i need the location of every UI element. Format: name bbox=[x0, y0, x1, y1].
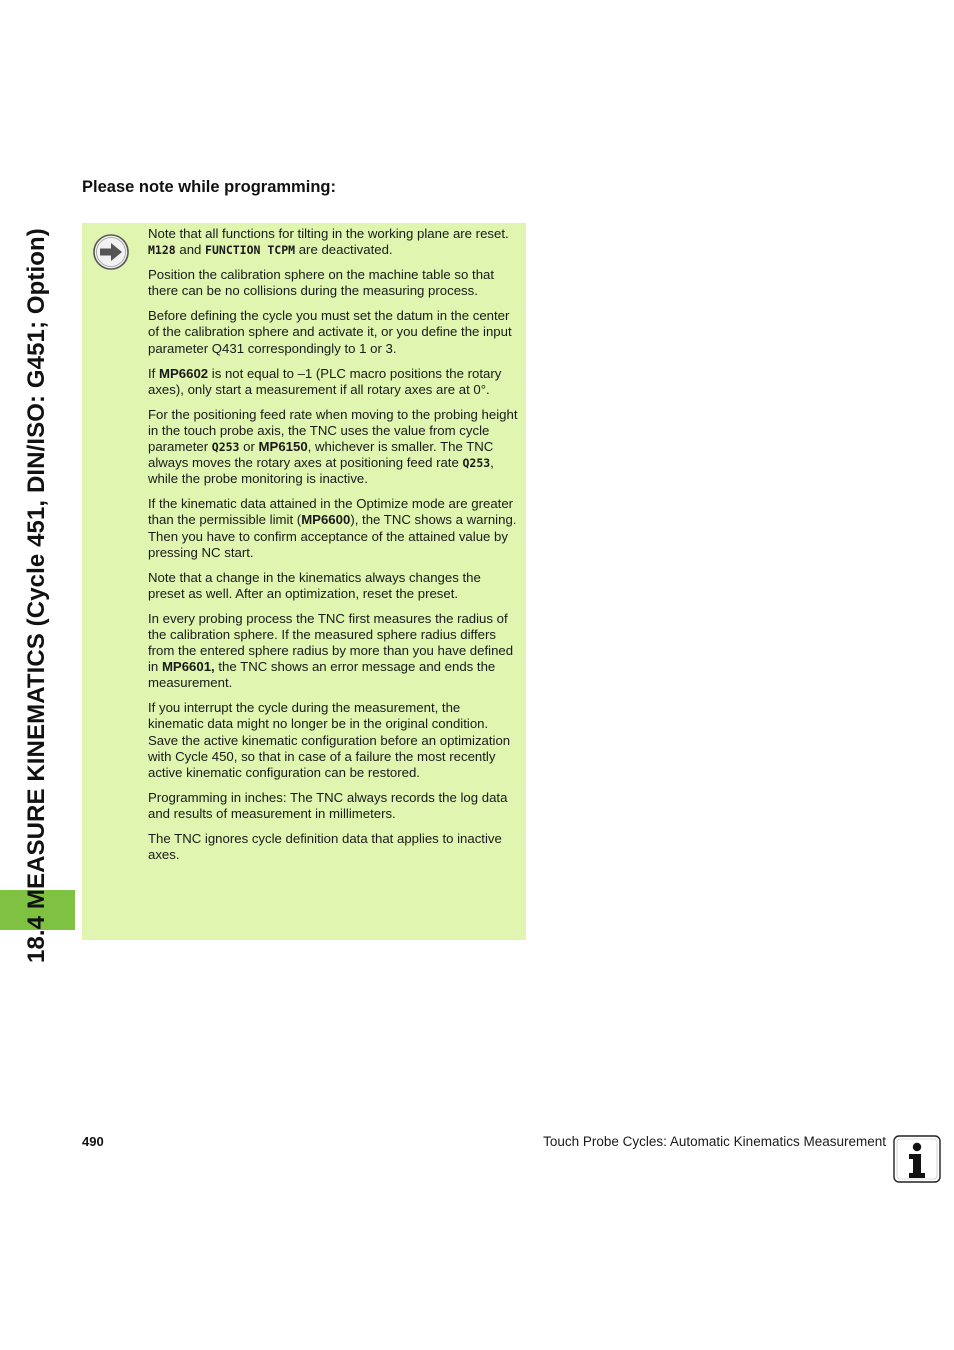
machine-parameter: MP6600 bbox=[301, 512, 351, 528]
text-run: , whichever is smaller. The TNC always moves the rotary axes at positioning feed rate bbox=[148, 439, 494, 471]
footer-title: Touch Probe Cycles: Automatic Kinematics Measurement bbox=[543, 1134, 886, 1149]
code-function-tcpm: FUNCTION TCPM bbox=[205, 243, 296, 258]
side-chapter-title-text: 18.4 MEASURE KINEMATICS (Cycle 451, DIN/ISO: G451; Option) bbox=[23, 228, 50, 963]
text-run: For the positioning feed rate when moving to the probing height in the touch probe axis, the TNC uses the value from cycle parameter bbox=[148, 406, 518, 455]
page-number: 490 bbox=[82, 1134, 104, 1149]
side-chapter-title bbox=[0, 183, 75, 963]
text-run: ), the TNC shows a warning. Then you have to confirm acceptance of the attained value by pressing NC start. bbox=[148, 512, 517, 560]
note-text bbox=[148, 226, 518, 872]
note-paragraph: The TNC ignores cycle definition data that applies to inactive axes. bbox=[148, 831, 502, 863]
note-paragraph: Before defining the cycle you must set the datum in the center of the calibration sphere and activate it, or you define the input parameter Q431 correspondingly to 1 or 3. bbox=[148, 308, 512, 356]
note-paragraph: Programming in inches: The TNC always records the log data and results of measurement in millimeters. bbox=[148, 789, 508, 821]
note-paragraph: Position the calibration sphere on the machine table so that there can be no collisions during the measuring process. bbox=[148, 267, 495, 299]
note-box bbox=[82, 223, 526, 940]
machine-parameter: MP6150 bbox=[258, 439, 308, 455]
text-run: Note that all functions for tilting in the working plane are reset. bbox=[148, 226, 509, 241]
text-run: If bbox=[148, 365, 159, 381]
note-paragraph bbox=[148, 496, 518, 560]
note-paragraph bbox=[148, 407, 518, 487]
code-m128: M128 bbox=[148, 243, 176, 258]
note-paragraph bbox=[148, 226, 518, 258]
text-run: If the kinematic data attained in the Optimize mode are greater than the permissible limit ( bbox=[148, 496, 514, 528]
code-q253: Q253 bbox=[462, 456, 491, 471]
text-run: or bbox=[239, 439, 259, 455]
machine-parameter: MP6602 bbox=[159, 365, 209, 381]
text-run: is not equal to –1 (PLC macro positions the rotary axes), only start a measurement if all rotary axes are at 0°. bbox=[148, 365, 502, 397]
note-paragraph bbox=[148, 366, 518, 398]
text-run: In every probing process the TNC first measures the radius of the calibration sphere. If the measured sphere radius differs from the entered sphere radius by more than you have defined in bbox=[148, 610, 514, 675]
text-run: , while the probe monitoring is inactive. bbox=[148, 455, 494, 487]
code-q253: Q253 bbox=[211, 440, 240, 455]
section-heading: Please note while programming: bbox=[82, 178, 336, 196]
text-run: the TNC shows an error message and ends the measurement. bbox=[148, 659, 496, 691]
arrow-right-icon bbox=[92, 233, 130, 271]
text-run: and bbox=[175, 242, 206, 258]
note-paragraph bbox=[148, 611, 518, 691]
note-paragraph: If you interrupt the cycle during the measurement, the kinematic data might no longer be in the original condition. Save the active kinematic configuration before an optimization with Cycle 450, so that in case of a failure the most recently active kinematic configuration can be restored. bbox=[148, 700, 511, 780]
note-paragraph: Note that a change in the kinematics always changes the preset as well. After an optimization, reset the preset. bbox=[148, 569, 481, 601]
info-icon bbox=[893, 1135, 941, 1183]
text-run: are deactivated. bbox=[295, 242, 393, 258]
machine-parameter: MP6601, bbox=[161, 659, 215, 675]
